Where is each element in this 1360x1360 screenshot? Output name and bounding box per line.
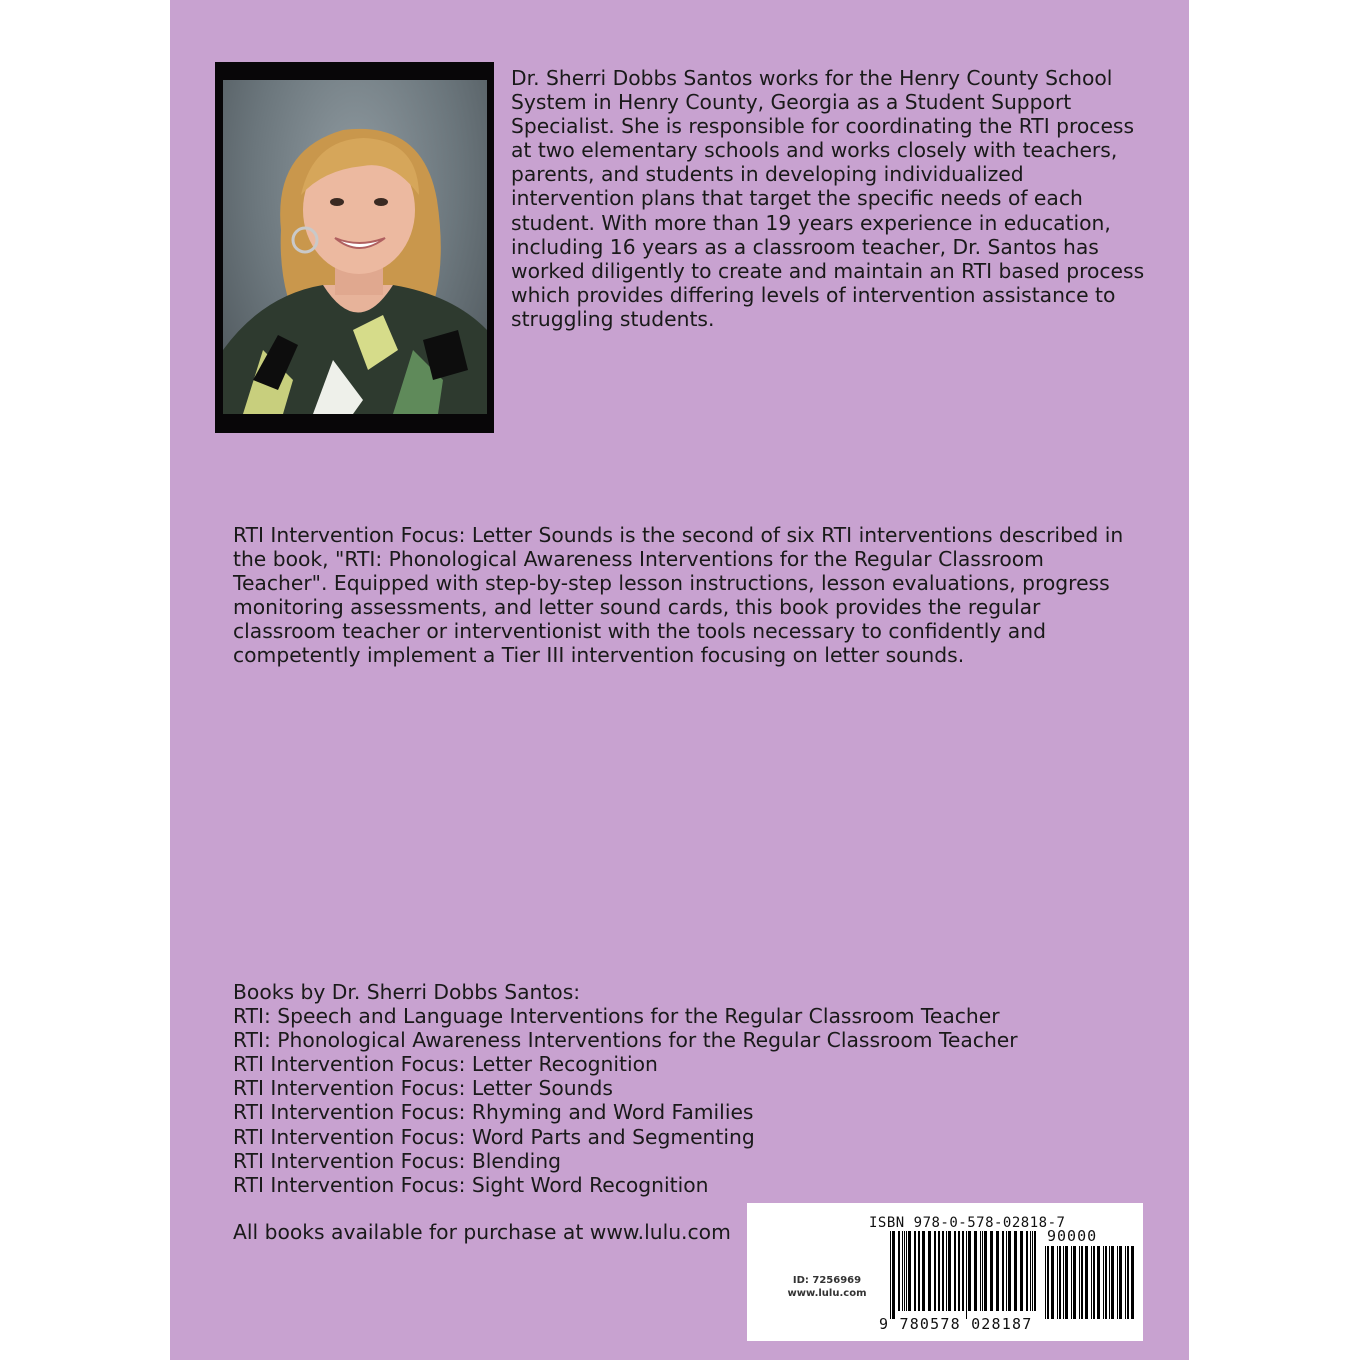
barcode-bar <box>1065 1246 1068 1319</box>
barcode-bar <box>1117 1246 1118 1319</box>
barcode-bar <box>1085 1246 1088 1319</box>
author-photo-frame <box>215 62 494 433</box>
barcode-bar <box>942 1231 944 1311</box>
barcode-box <box>747 1203 1143 1341</box>
barcode-bar <box>962 1231 964 1311</box>
barcode-bar <box>1127 1246 1129 1319</box>
ean-barcode <box>890 1231 1040 1319</box>
barcode-bar <box>1109 1246 1110 1319</box>
addon-digits: 90000 <box>1047 1227 1098 1245</box>
barcode-bar <box>1071 1246 1072 1319</box>
author-photo <box>223 80 487 414</box>
barcode-bar <box>914 1231 916 1311</box>
barcode-bar <box>938 1231 940 1311</box>
lulu-id: ID: 7256969 <box>792 1275 862 1286</box>
barcode-bar <box>1020 1231 1023 1311</box>
barcode-bar <box>890 1231 891 1319</box>
barcode-bar <box>1097 1246 1100 1319</box>
book-title: RTI Intervention Focus: Letter Recognition <box>233 1052 658 1077</box>
barcode-bar <box>1081 1246 1083 1319</box>
barcode-bar <box>892 1231 895 1319</box>
barcode-bar <box>1047 1246 1049 1319</box>
lulu-site: www.lulu.com <box>787 1288 867 1299</box>
book-title: RTI Intervention Focus: Letter Sounds <box>233 1076 613 1101</box>
barcode-bar <box>1051 1246 1054 1319</box>
barcode-bar <box>948 1231 951 1311</box>
barcode-bar <box>1032 1231 1033 1311</box>
barcode-bar <box>922 1231 925 1311</box>
barcode-bar <box>1030 1231 1031 1311</box>
book-description: RTI Intervention Focus: Letter Sounds is the second of six RTI interventions described in the book, "RTI: Phonological Awareness Interventions for the Regular Classroom Teacher". Equipped with step-by-step lesson instructions, lesson evaluations, progress monitoring assessments, and letter sound cards, this book provides the regular classroom teacher or interventionist with the tools necessary to confidently and competently implement a Tier III intervention focusing on letter sounds. <box>233 523 1124 668</box>
barcode-bar <box>1045 1246 1046 1319</box>
barcode-bar <box>968 1231 971 1311</box>
barcode-bar <box>946 1231 947 1311</box>
books-heading: Books by Dr. Sherri Dobbs Santos: <box>233 980 581 1004</box>
author-bio: Dr. Sherri Dobbs Santos works for the Henry County School System in Henry County, Georgia as a Student Support Specialist. She is responsible for coordinating the RTI process at two elementary schools and works closely with teachers, parents, and students in developing individualized intervention plans that target the specific needs of each student. With more than 19 years experience in education, including 16 years as a classroom teacher, Dr. Santos has worked diligently to create and maintain an RTI based process which provides differing levels of intervention assistance to struggling students. <box>511 66 1145 331</box>
barcode-bar <box>1125 1246 1126 1319</box>
barcode-bar <box>966 1231 967 1319</box>
barcode-bar <box>1103 1246 1104 1319</box>
barcode-bar <box>1014 1231 1017 1311</box>
barcode-bar <box>982 1231 983 1311</box>
barcode-bar <box>906 1231 907 1311</box>
barcode-bar <box>1079 1246 1080 1319</box>
barcode-bar <box>1111 1246 1114 1319</box>
barcode-bar <box>974 1231 977 1311</box>
ean-digits: 9 780578 028187 <box>879 1315 1033 1333</box>
barcode-bar <box>990 1231 993 1311</box>
barcode-bar <box>1119 1246 1122 1319</box>
barcode-bar <box>904 1231 905 1311</box>
barcode-bar <box>902 1231 903 1311</box>
barcode-bar <box>958 1231 960 1311</box>
barcode-bar <box>908 1231 911 1311</box>
barcode-bar <box>1057 1246 1058 1319</box>
barcode-bar <box>928 1231 931 1311</box>
barcode-bar <box>996 1231 999 1311</box>
isbn-label: ISBN 978-0-578-02818-7 <box>869 1215 1066 1231</box>
book-title: RTI: Speech and Language Interventions for the Regular Classroom Teacher <box>233 1004 1000 1029</box>
book-title: RTI Intervention Focus: Rhyming and Word Families <box>233 1100 754 1125</box>
barcode-bar <box>1008 1231 1011 1311</box>
barcode-bar <box>1026 1231 1028 1311</box>
barcode-bar <box>1073 1246 1076 1319</box>
book-title: RTI: Phonological Awareness Interventions for the Regular Classroom Teacher <box>233 1028 1018 1053</box>
book-title: RTI Intervention Focus: Word Parts and Segmenting <box>233 1124 755 1149</box>
barcode-bar <box>898 1231 900 1311</box>
barcode-bar <box>918 1231 920 1311</box>
lulu-id-block <box>777 1274 877 1300</box>
addon-barcode <box>1045 1246 1137 1319</box>
barcode-bar <box>1105 1246 1107 1319</box>
barcode-bar <box>1063 1246 1064 1319</box>
availability-note: All books available for purchase at www.lulu.com <box>233 1220 731 1244</box>
barcode-bar <box>1059 1246 1061 1319</box>
book-title: RTI Intervention Focus: Sight Word Recognition <box>233 1172 709 1197</box>
barcode-bar <box>934 1231 936 1311</box>
barcode-bar <box>954 1231 956 1311</box>
book-title: RTI Intervention Focus: Blending <box>233 1148 561 1173</box>
barcode-bar <box>984 1231 987 1311</box>
barcode-bar <box>1093 1246 1095 1319</box>
barcode-bar <box>1131 1246 1134 1319</box>
barcode-bar <box>1006 1231 1007 1311</box>
author-portrait-illustration <box>223 80 487 414</box>
books-list <box>233 980 1133 1197</box>
barcode-bar <box>1002 1231 1004 1311</box>
barcode-bar <box>1034 1231 1036 1311</box>
barcode-bar <box>980 1231 981 1311</box>
barcode-bar <box>1091 1246 1092 1319</box>
